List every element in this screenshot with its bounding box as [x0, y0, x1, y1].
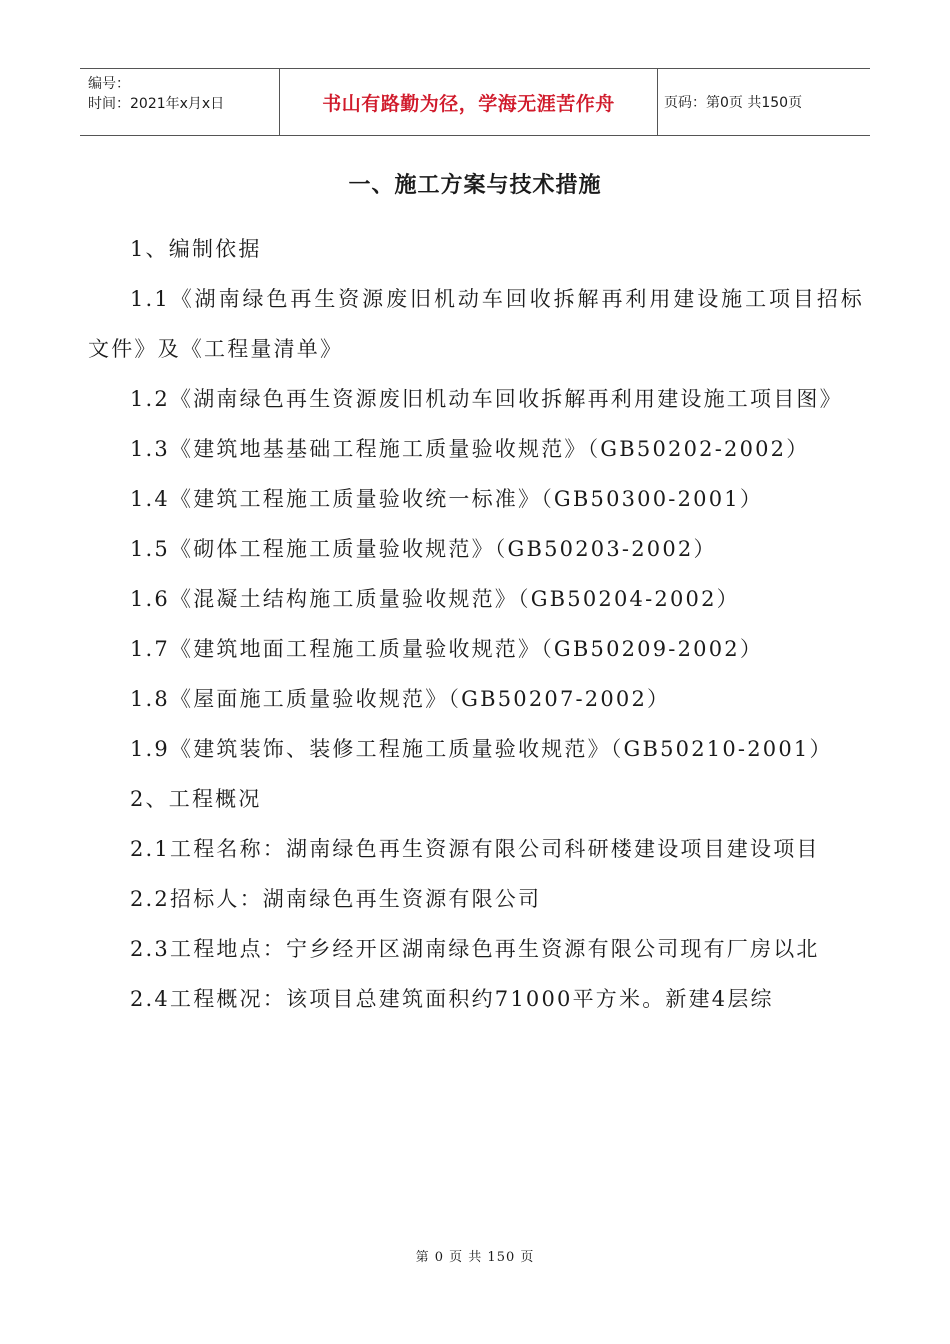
paragraph: 1.9《建筑装饰、装修工程施工质量验收规范》（GB50210-2001） — [130, 737, 833, 761]
paragraph: 1.4《建筑工程施工质量验收统一标准》（GB50300-2001） — [130, 487, 764, 511]
paragraph: 1.3《建筑地基基础工程施工质量验收规范》（GB50202-2002） — [130, 437, 810, 461]
paragraph: 2.3工程地点：宁乡经开区湖南绿色再生资源有限公司现有厂房以北 — [130, 937, 820, 961]
paragraph: 2.4工程概况：该项目总建筑面积约71000平方米。新建4层综 — [130, 987, 774, 1011]
paragraph: 1.6《混凝土结构施工质量验收规范》（GB50204-2002） — [130, 587, 740, 611]
code-label: 编号： — [88, 76, 130, 92]
section-title: 一、施工方案与技术措施 — [348, 173, 602, 198]
page-header — [80, 68, 870, 136]
page-footer: 第 0 页 共 150 页 — [415, 1250, 535, 1265]
paragraph: 2.1工程名称：湖南绿色再生资源有限公司科研楼建设项目建设项目 — [130, 837, 820, 861]
document-body — [88, 224, 864, 1024]
heading-basis: 1、编制依据 — [130, 237, 262, 261]
paragraph: 1.8《屋面施工质量验收规范》（GB50207-2002） — [130, 687, 671, 711]
paragraph: 1.5《砌体工程施工质量验收规范》（GB50203-2002） — [130, 537, 717, 561]
header-page-info: 页码：第0页 共150页 — [664, 95, 803, 111]
heading-overview: 2、工程概况 — [130, 787, 262, 811]
paragraph: 1.7《建筑地面工程施工质量验收规范》（GB50209-2002） — [130, 637, 764, 661]
paragraph: 2.2招标人：湖南绿色再生资源有限公司 — [130, 887, 542, 911]
paragraph: 1.1《湖南绿色再生资源废旧机动车回收拆解再利用建设施工项目招标文件》及《工程量清单》 — [88, 287, 864, 361]
paragraph: 1.2《湖南绿色再生资源废旧机动车回收拆解再利用建设施工项目图》 — [130, 387, 843, 411]
header-meta — [80, 69, 280, 135]
time-label: 时间：2021年x月x日 — [88, 96, 225, 112]
header-motto: 书山有路勤为径，学海无涯苦作舟 — [280, 69, 658, 135]
